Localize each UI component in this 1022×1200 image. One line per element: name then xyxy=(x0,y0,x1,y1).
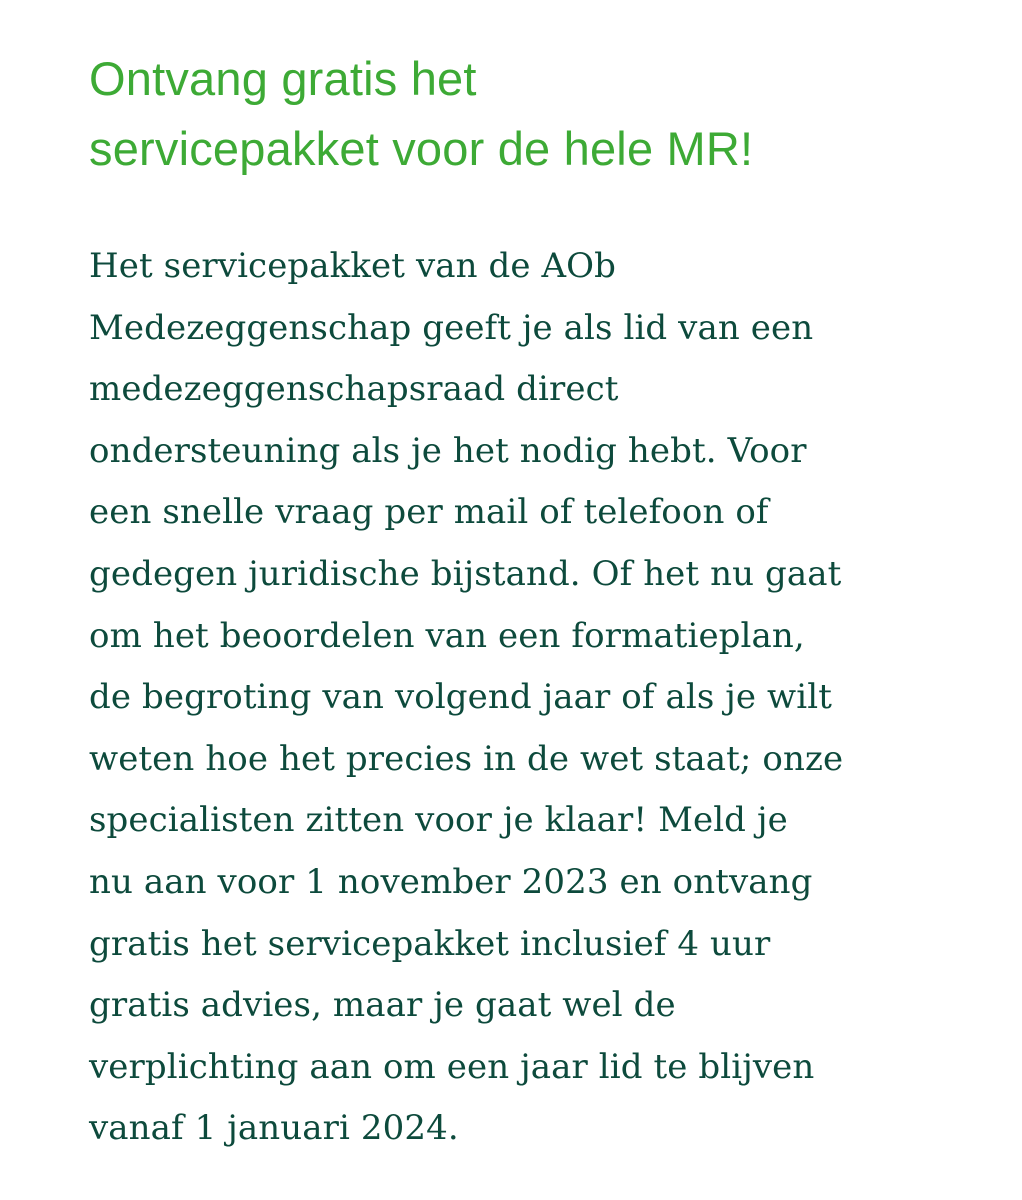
article xyxy=(89,44,989,1160)
body-line: gedegen juridische bijstand. Of het nu gaat xyxy=(89,553,842,594)
body-line: Medezeggenschap geeft je als lid van een xyxy=(89,307,814,348)
body-line: vanaf 1 januari 2024. xyxy=(89,1108,459,1149)
body-line: Het servicepakket van de AOb xyxy=(89,246,617,286)
body-line: verplichting aan om een jaar lid te blijven xyxy=(89,1046,815,1087)
headline-line: servicepakket voor de hele MR! xyxy=(89,122,754,175)
body-line: specialisten zitten voor je klaar! Meld je xyxy=(89,800,788,841)
body-line: om het beoordelen van een formatieplan, xyxy=(89,615,805,656)
body-line: ondersteuning als je het nodig hebt. Voor xyxy=(89,430,807,471)
headline-line: Ontvang gratis het xyxy=(89,52,477,105)
body-line: gratis advies, maar je gaat wel de xyxy=(89,985,676,1026)
body-paragraph xyxy=(89,236,989,1160)
body-line: gratis het servicepakket inclusief 4 uur xyxy=(89,923,771,964)
body-line: medezeggenschapsraad direct xyxy=(89,369,619,410)
body-line: nu aan voor 1 november 2023 en ontvang xyxy=(89,861,813,902)
body-line: de begroting van volgend jaar of als je wilt xyxy=(89,677,832,718)
body-line: een snelle vraag per mail of telefoon of xyxy=(89,492,769,533)
body-line: weten hoe het precies in de wet staat; onze xyxy=(89,738,844,779)
headline xyxy=(89,44,989,184)
